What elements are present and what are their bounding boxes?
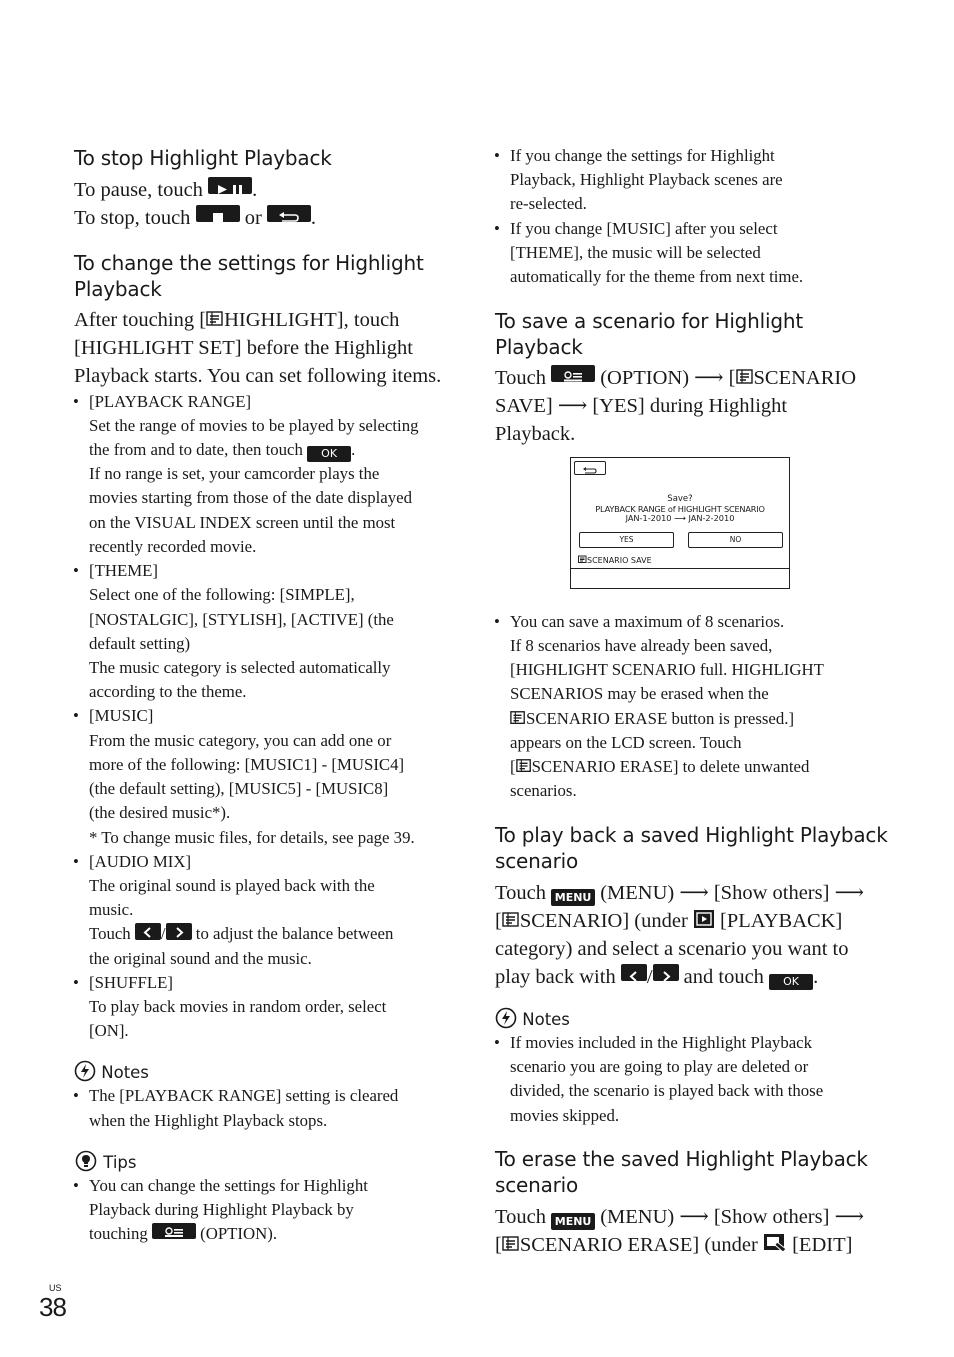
item-audio-mix: • [AUDIO MIX] bbox=[89, 850, 191, 874]
notes-heading-left: Notes bbox=[74, 1060, 149, 1088]
menu-button-icon: MENU bbox=[551, 889, 595, 906]
audio-text-3: Touch / to adjust the balance between bbox=[89, 924, 394, 943]
play-line-3: category) and select a scenario you want to bbox=[495, 938, 849, 960]
tips-text-2: Playback during Highlight Playback by bbox=[89, 1200, 354, 1219]
play-line-4: play back with / and touch OK . bbox=[495, 966, 819, 988]
shuffle-text-1: To play back movies in random order, select bbox=[89, 997, 387, 1016]
screen-footer: SCENARIO SAVE bbox=[578, 555, 652, 567]
range-text-4: movies starting from those of the date displayed bbox=[89, 488, 412, 507]
option-icon bbox=[551, 365, 595, 382]
notes-right-text-1: • If movies included in the Highlight Playback bbox=[510, 1031, 812, 1055]
theme-text-1: Select one of the following: [SIMPLE], bbox=[89, 585, 355, 604]
section-heading-save-2: Playback bbox=[495, 335, 583, 359]
music-text-3: (the default setting), [MUSIC5] - [MUSIC8] bbox=[89, 779, 389, 798]
highlight-icon bbox=[510, 709, 526, 733]
option-icon bbox=[152, 1223, 196, 1239]
screen-return-button[interactable] bbox=[574, 461, 606, 475]
notes-right-text-3: divided, the scenario is played back with those bbox=[510, 1081, 824, 1100]
save-bullet-7: [ SCENARIO ERASE] to delete unwanted bbox=[510, 755, 809, 781]
tips-text-1: • You can change the settings for Highlight bbox=[89, 1174, 368, 1198]
return-icon bbox=[267, 205, 311, 222]
range-text-5: on the VISUAL INDEX screen until the most bbox=[89, 513, 396, 532]
erase-line-1: Touch MENU (MENU) ⟶ [Show others] ⟶ bbox=[495, 1206, 864, 1228]
audio-text-4: the original sound and the music. bbox=[89, 949, 312, 968]
ok-button-icon: OK bbox=[769, 974, 813, 990]
save-bullet-3: [HIGHLIGHT SCENARIO full. HIGHLIGHT bbox=[510, 660, 824, 679]
save-bullet-1: • You can save a maximum of 8 scenarios. bbox=[510, 610, 784, 634]
section-heading-stop: To stop Highlight Playback bbox=[74, 146, 332, 170]
highlight-icon bbox=[502, 909, 520, 937]
arrow-icon: ⟶ bbox=[557, 395, 588, 417]
play-line-1: Touch MENU (MENU) ⟶ [Show others] ⟶ bbox=[495, 882, 864, 904]
audio-text-1: The original sound is played back with the bbox=[89, 876, 375, 895]
section-heading-play-1: To play back a saved Highlight Playback bbox=[495, 823, 888, 847]
arrow-icon: ⟶ bbox=[679, 882, 709, 904]
rtop-b2-2: [THEME], the music will be selected bbox=[510, 243, 761, 262]
stop-line: To stop, touch or . bbox=[74, 207, 317, 229]
notes-right-text-4: movies skipped. bbox=[510, 1106, 620, 1125]
rtop-b1-2: Playback, Highlight Playback scenes are bbox=[510, 170, 783, 189]
arrow-icon: ⟶ bbox=[834, 1206, 864, 1228]
left-arrow-icon bbox=[135, 923, 161, 940]
menu-button-icon: MENU bbox=[551, 1213, 595, 1230]
play-line-2: [ SCENARIO] (under [PLAYBACK] bbox=[495, 907, 842, 937]
erase-line-2: [ SCENARIO ERASE] (under [EDIT] bbox=[495, 1231, 852, 1261]
change-line-2: [HIGHLIGHT SET] before the Highlight bbox=[74, 337, 413, 359]
item-playback-range: • [PLAYBACK RANGE] bbox=[89, 390, 251, 414]
section-heading-erase-1: To erase the saved Highlight Playback bbox=[495, 1147, 868, 1171]
notes-left-text-1: • The [PLAYBACK RANGE] setting is cleared bbox=[89, 1084, 398, 1108]
rtop-b1-3: re-selected. bbox=[510, 194, 587, 213]
theme-text-3: default setting) bbox=[89, 634, 191, 653]
right-arrow-icon bbox=[166, 923, 192, 940]
lcd-screen-illustration bbox=[570, 457, 790, 589]
music-text-1: From the music category, you can add one or bbox=[89, 731, 392, 750]
save-line-1: Touch (OPTION) ⟶ [ SCENARIO bbox=[495, 364, 856, 394]
play-pause-icon bbox=[208, 177, 252, 194]
screen-question: Save? bbox=[667, 494, 693, 504]
music-footnote: * To change music files, for details, see page 39. bbox=[89, 828, 415, 847]
arrow-icon: ⟶ bbox=[694, 367, 724, 389]
change-line-3: Playback starts. You can set following items. bbox=[74, 365, 442, 387]
range-text-1: Set the range of movies to be played by selecting bbox=[89, 416, 419, 435]
region-code: US bbox=[49, 1283, 62, 1293]
highlight-icon bbox=[516, 757, 532, 781]
theme-text-5: according to the theme. bbox=[89, 682, 247, 701]
notes-left-text-2: when the Highlight Playback stops. bbox=[89, 1111, 328, 1130]
save-bullet-2: If 8 scenarios have already been saved, bbox=[510, 636, 773, 655]
ok-button-icon: OK bbox=[307, 446, 351, 462]
highlight-icon bbox=[206, 308, 224, 336]
save-bullet-5: SCENARIO ERASE button is pressed.] bbox=[510, 707, 794, 733]
screen-yes-button[interactable]: YES bbox=[579, 532, 674, 548]
section-heading-erase-2: scenario bbox=[495, 1173, 579, 1197]
highlight-icon bbox=[502, 1233, 520, 1261]
item-theme: • [THEME] bbox=[89, 559, 158, 583]
rtop-b2-1: • If you change [MUSIC] after you select bbox=[510, 217, 777, 241]
arrow-icon: ⟶ bbox=[679, 1206, 709, 1228]
playback-category-icon bbox=[693, 909, 715, 937]
save-bullet-4: SCENARIOS may be erased when the bbox=[510, 684, 769, 703]
save-bullet-8: scenarios. bbox=[510, 781, 577, 800]
notes-right-text-2: scenario you are going to play are deleted or bbox=[510, 1057, 809, 1076]
section-heading-change-2: Playback bbox=[74, 277, 162, 301]
notes-heading-right: Notes bbox=[495, 1007, 570, 1035]
right-arrow-icon bbox=[653, 964, 679, 981]
arrow-icon: ⟶ bbox=[834, 882, 864, 904]
stop-icon bbox=[196, 205, 240, 222]
theme-text-4: The music category is selected automatically bbox=[89, 658, 391, 677]
save-bullet-6: appears on the LCD screen. Touch bbox=[510, 733, 742, 752]
rtop-b2-3: automatically for the theme from next time. bbox=[510, 267, 804, 286]
save-line-2: SAVE] ⟶ [YES] during Highlight bbox=[495, 395, 788, 417]
highlight-icon bbox=[578, 555, 587, 567]
screen-no-button[interactable]: NO bbox=[688, 532, 783, 548]
item-shuffle: • [SHUFFLE] bbox=[89, 971, 173, 995]
screen-message-1: PLAYBACK RANGE of HIGHLIGHT SCENARIO bbox=[595, 504, 765, 514]
range-text-6: recently recorded movie. bbox=[89, 537, 257, 556]
save-line-3: Playback. bbox=[495, 423, 576, 445]
theme-text-2: [NOSTALGIC], [STYLISH], [ACTIVE] (the bbox=[89, 610, 394, 629]
screen-divider bbox=[571, 568, 789, 569]
change-line-1: After touching [ HIGHLIGHT], touch bbox=[74, 306, 399, 336]
tips-heading: Tips bbox=[74, 1150, 136, 1178]
music-text-2: more of the following: [MUSIC1] - [MUSIC4] bbox=[89, 755, 405, 774]
pause-line: To pause, touch . bbox=[74, 179, 258, 201]
item-music: • [MUSIC] bbox=[89, 704, 153, 728]
left-arrow-icon bbox=[621, 964, 647, 981]
page-number: 38 bbox=[39, 1292, 66, 1322]
shuffle-text-2: [ON]. bbox=[89, 1021, 129, 1040]
section-heading-save-1: To save a scenario for Highlight bbox=[495, 309, 803, 333]
screen-message-2: JAN-1-2010 ⟶ JAN-2-2010 bbox=[625, 513, 735, 523]
tips-text-3: touching (OPTION). bbox=[89, 1224, 278, 1243]
audio-text-2: music. bbox=[89, 900, 134, 919]
range-text-2: the from and to date, then touch OK . bbox=[89, 440, 356, 460]
section-heading-change-1: To change the settings for Highlight bbox=[74, 251, 424, 275]
music-text-4: (the desired music*). bbox=[89, 803, 231, 822]
edit-category-icon bbox=[763, 1233, 787, 1261]
section-heading-play-2: scenario bbox=[495, 849, 579, 873]
range-text-3: If no range is set, your camcorder plays the bbox=[89, 464, 380, 483]
rtop-b1-1: • If you change the settings for Highlight bbox=[510, 144, 775, 168]
highlight-icon bbox=[736, 366, 754, 394]
